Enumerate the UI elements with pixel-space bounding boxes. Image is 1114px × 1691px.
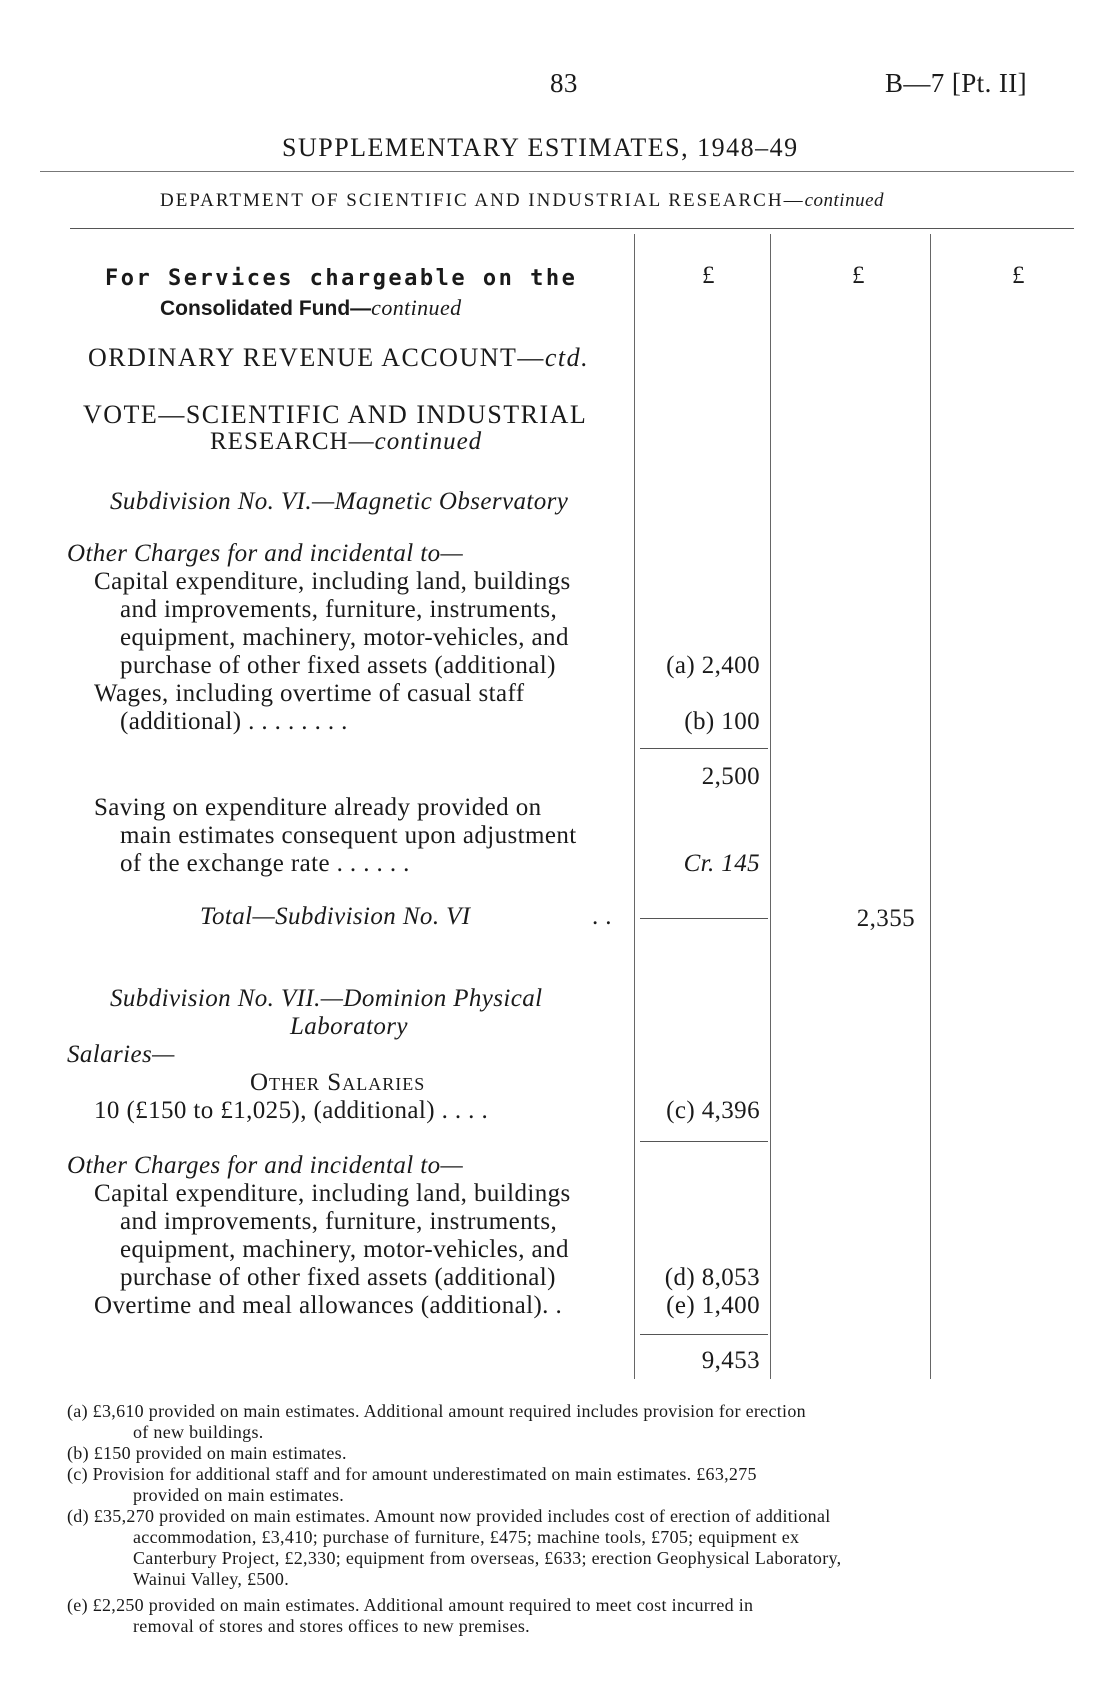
column-divider-2 bbox=[770, 234, 771, 1379]
vote-heading-line1: VOTE—SCIENTIFIC AND INDUSTRIAL bbox=[83, 400, 588, 429]
subdivision-6-title: Subdivision No. VI.—Magnetic Observatory bbox=[110, 488, 569, 515]
sub6-capital-amount: (a) 2,400 bbox=[666, 652, 760, 679]
column-header-pounds-2: £ bbox=[852, 262, 865, 289]
sub6-wages-line2: (additional) . . . . . . . . bbox=[120, 708, 348, 735]
footnote-c-line2: provided on main estimates. bbox=[133, 1485, 345, 1505]
subdivision-7-title-line1: Subdivision No. VII.—Dominion Physical bbox=[110, 985, 543, 1012]
sub7-overtime-amount: (e) 1,400 bbox=[666, 1292, 760, 1319]
account-heading: ORDINARY REVENUE ACCOUNT—ctd. bbox=[88, 343, 590, 372]
column-divider-3 bbox=[930, 234, 931, 1379]
sub6-wages-line1: Wages, including overtime of casual staff bbox=[94, 680, 525, 707]
sub6-saving-line1: Saving on expenditure already provided on bbox=[94, 794, 542, 821]
sub7-salaries-line: 10 (£150 to £1,025), (additional) . . . . bbox=[94, 1097, 489, 1124]
footnote-d-line2: accommodation, £3,410; purchase of furniture, £475; machine tools, £705; equipment ex bbox=[133, 1527, 800, 1547]
sub7-other-salaries-heading: Other Salaries bbox=[250, 1069, 426, 1096]
sub6-other-charges-heading: Other Charges for and incidental to— bbox=[67, 540, 464, 567]
services-heading: For Services chargeable on the bbox=[105, 266, 578, 291]
sub6-saving-line2: main estimates consequent upon adjustment bbox=[120, 822, 577, 849]
header-rule bbox=[70, 228, 1074, 229]
footnote-d-line1: (d) £35,270 provided on main estimates. Amount now provided includes cost of erection of additional bbox=[67, 1506, 831, 1526]
footnote-e-line2: removal of stores and stores offices to new premises. bbox=[133, 1616, 530, 1636]
sub7-capital-line1: Capital expenditure, including land, buildings bbox=[94, 1180, 571, 1207]
document-reference: B—7 [Pt. II] bbox=[885, 68, 1028, 98]
sub6-saving-amount: Cr. 145 bbox=[683, 850, 760, 877]
sub6-saving-line3: of the exchange rate . . . . . . bbox=[120, 850, 410, 877]
sub7-capital-line3: equipment, machinery, motor-vehicles, and bbox=[120, 1236, 569, 1263]
column-divider-1 bbox=[634, 234, 635, 1379]
sub7-capital-line2: and improvements, furniture, instruments, bbox=[120, 1208, 558, 1235]
footnote-b: (b) £150 provided on main estimates. bbox=[67, 1443, 347, 1463]
sub7-capital-amount: (d) 8,053 bbox=[664, 1264, 760, 1291]
title-rule bbox=[40, 171, 1074, 172]
sub7-other-charges-heading: Other Charges for and incidental to— bbox=[67, 1152, 464, 1179]
footnote-d-line3: Canterbury Project, £2,330; equipment from overseas, £633; erection Geophysical Laboratory, bbox=[133, 1548, 842, 1568]
sub6-capital-line3: equipment, machinery, motor-vehicles, and bbox=[120, 624, 569, 651]
page-number: 83 bbox=[550, 68, 578, 98]
subdivision-7-title-line2: Laboratory bbox=[290, 1013, 408, 1040]
column-header-pounds-3: £ bbox=[1012, 262, 1025, 289]
sub7-subtotal-rule bbox=[640, 1334, 768, 1335]
sub7-salaries-heading: Salaries— bbox=[67, 1041, 175, 1068]
sub6-subtotal-rule bbox=[640, 748, 768, 749]
vote-heading-line2: RESEARCH—continued bbox=[210, 428, 483, 455]
footnote-d-line4: Wainui Valley, £500. bbox=[133, 1569, 290, 1589]
sub7-overtime-line: Overtime and meal allowances (additional). . bbox=[94, 1292, 563, 1319]
sub6-total-label: Total—Subdivision No. VI bbox=[200, 903, 471, 930]
consolidated-fund-heading: Consolidated Fund—continued bbox=[160, 295, 462, 320]
department-heading: DEPARTMENT OF SCIENTIFIC AND INDUSTRIAL RESEARCH—continued bbox=[160, 190, 885, 211]
sub7-subtotal: 9,453 bbox=[701, 1347, 760, 1374]
sub6-wages-amount: (b) 100 bbox=[684, 708, 760, 735]
sub6-total-amount: 2,355 bbox=[856, 905, 915, 932]
footnote-a-line1: (a) £3,610 provided on main estimates. Additional amount required includes provision for erection bbox=[67, 1401, 806, 1421]
sub7-salaries-rule bbox=[640, 1141, 768, 1142]
sub6-total-dots: . . bbox=[592, 903, 612, 930]
sub6-capital-line2: and improvements, furniture, instruments, bbox=[120, 596, 558, 623]
footnote-e-line1: (e) £2,250 provided on main estimates. Additional amount required to meet cost incurred in bbox=[67, 1595, 754, 1615]
sub7-salaries-amount: (c) 4,396 bbox=[666, 1097, 760, 1124]
sub6-capital-line1: Capital expenditure, including land, buildings bbox=[94, 568, 571, 595]
column-header-pounds-1: £ bbox=[702, 262, 715, 289]
footnote-c-line1: (c) Provision for additional staff and for amount underestimated on main estimates. £63,275 bbox=[67, 1464, 757, 1484]
sub6-capital-line4: purchase of other fixed assets (additional) bbox=[120, 652, 556, 679]
sub6-subtotal: 2,500 bbox=[701, 763, 760, 790]
footnote-a-line2: of new buildings. bbox=[133, 1422, 264, 1442]
sub7-capital-line4: purchase of other fixed assets (additional) bbox=[120, 1264, 556, 1291]
page-title: SUPPLEMENTARY ESTIMATES, 1948–49 bbox=[282, 133, 799, 162]
sub6-total-rule bbox=[640, 918, 768, 919]
